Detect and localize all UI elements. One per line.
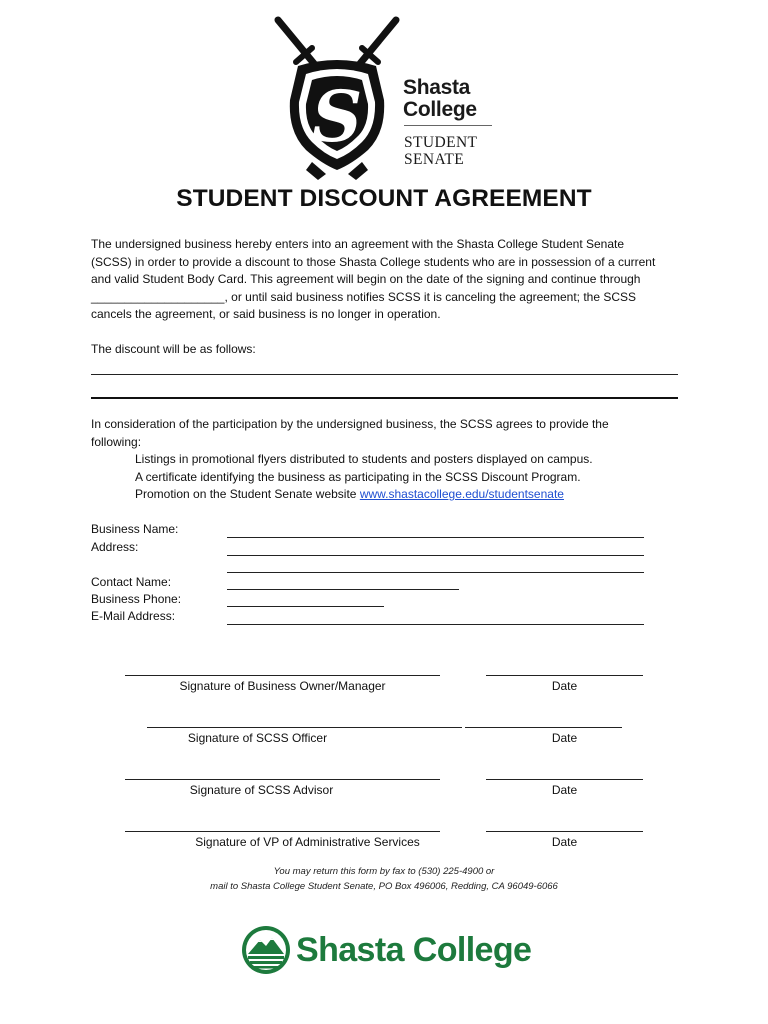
- senate-logo-text-senate: SENATE: [404, 151, 465, 168]
- advisor-date-label: Date: [551, 783, 578, 797]
- svg-text:S: S: [311, 75, 363, 158]
- return-instructions-line-2: mail to Shasta College Student Senate, PO Box 496006, Redding, CA 96049-6066: [210, 881, 558, 892]
- officer-date-line[interactable]: [465, 727, 622, 728]
- owner-date-line[interactable]: [486, 675, 643, 676]
- email-field[interactable]: [227, 624, 644, 625]
- address-field-line-2[interactable]: [227, 572, 644, 573]
- officer-signature-line[interactable]: [147, 727, 462, 728]
- owner-signature-line[interactable]: [125, 675, 440, 676]
- senate-logo-rule: [404, 125, 492, 126]
- owner-signature-label: Signature of Business Owner/Manager: [179, 679, 386, 693]
- business-phone-label: Business Phone:: [91, 592, 182, 606]
- email-label: E-Mail Address:: [91, 609, 176, 623]
- consideration-line: In consideration of the participation by the undersigned business, the SCSS agrees to provide the: [91, 417, 609, 431]
- student-senate-shield-logo: [272, 14, 402, 182]
- benefit-item: [91, 486, 691, 504]
- advisor-signature-line[interactable]: [125, 779, 440, 780]
- contact-name-field[interactable]: [227, 589, 459, 590]
- officer-date-label: Date: [551, 731, 578, 745]
- senate-logo-text-student: STUDENT: [404, 134, 478, 151]
- intro-line: and valid Student Body Card. This agreement will begin on the date of the signing and continue through: [91, 272, 641, 286]
- discount-line-2[interactable]: [91, 397, 678, 399]
- benefit-item-text: Promotion on the Student Senate website: [135, 487, 360, 501]
- return-instructions-line-1: You may return this form by fax to (530) 225-4900 or: [273, 866, 495, 877]
- intro-line: ____________________, or until said business notifies SCSS it is canceling the agreement; the SCSS: [91, 289, 637, 304]
- business-name-field[interactable]: [227, 537, 644, 538]
- business-name-label: Business Name:: [91, 522, 179, 536]
- intro-paragraph: [91, 236, 691, 324]
- vp-date-label: Date: [551, 835, 578, 849]
- intro-line: The undersigned business hereby enters into an agreement with the Shasta College Student Senate: [91, 237, 625, 251]
- benefit-item: A certificate identifying the business as participating in the SCSS Discount Program.: [135, 469, 581, 484]
- page-title: STUDENT DISCOUNT AGREEMENT: [176, 185, 592, 212]
- address-field-line-1[interactable]: [227, 555, 644, 556]
- vp-date-line[interactable]: [486, 831, 643, 832]
- vp-signature-label: Signature of VP of Administrative Services: [195, 835, 420, 849]
- senate-logo-text-college: College: [403, 98, 477, 121]
- address-label: Address:: [91, 540, 139, 554]
- intro-line: cancels the agreement, or said business is no longer in operation.: [91, 307, 441, 321]
- consideration-line: following:: [91, 434, 142, 449]
- discount-label: The discount will be as follows:: [91, 342, 256, 356]
- officer-signature-label: Signature of SCSS Officer: [187, 731, 328, 745]
- contact-name-label: Contact Name:: [91, 575, 172, 589]
- advisor-signature-label: Signature of SCSS Advisor: [189, 783, 334, 797]
- website-link[interactable]: www.shastacollege.edu/studentsenate: [359, 487, 564, 501]
- consideration-paragraph: [91, 416, 691, 504]
- intro-line: (SCSS) in order to provide a discount to those Shasta College students who are in possession of a current: [91, 254, 656, 269]
- senate-logo-text-shasta: Shasta: [403, 76, 471, 99]
- benefit-item: Listings in promotional flyers distributed to students and posters displayed on campus.: [135, 452, 593, 466]
- owner-date-label: Date: [551, 679, 578, 693]
- vp-signature-line[interactable]: [125, 831, 440, 832]
- shasta-college-mountain-logo-icon: [240, 924, 292, 976]
- business-phone-field[interactable]: [227, 606, 384, 607]
- advisor-date-line[interactable]: [486, 779, 643, 780]
- discount-line-1[interactable]: [91, 374, 678, 375]
- shasta-college-wordmark: Shasta College: [296, 931, 532, 969]
